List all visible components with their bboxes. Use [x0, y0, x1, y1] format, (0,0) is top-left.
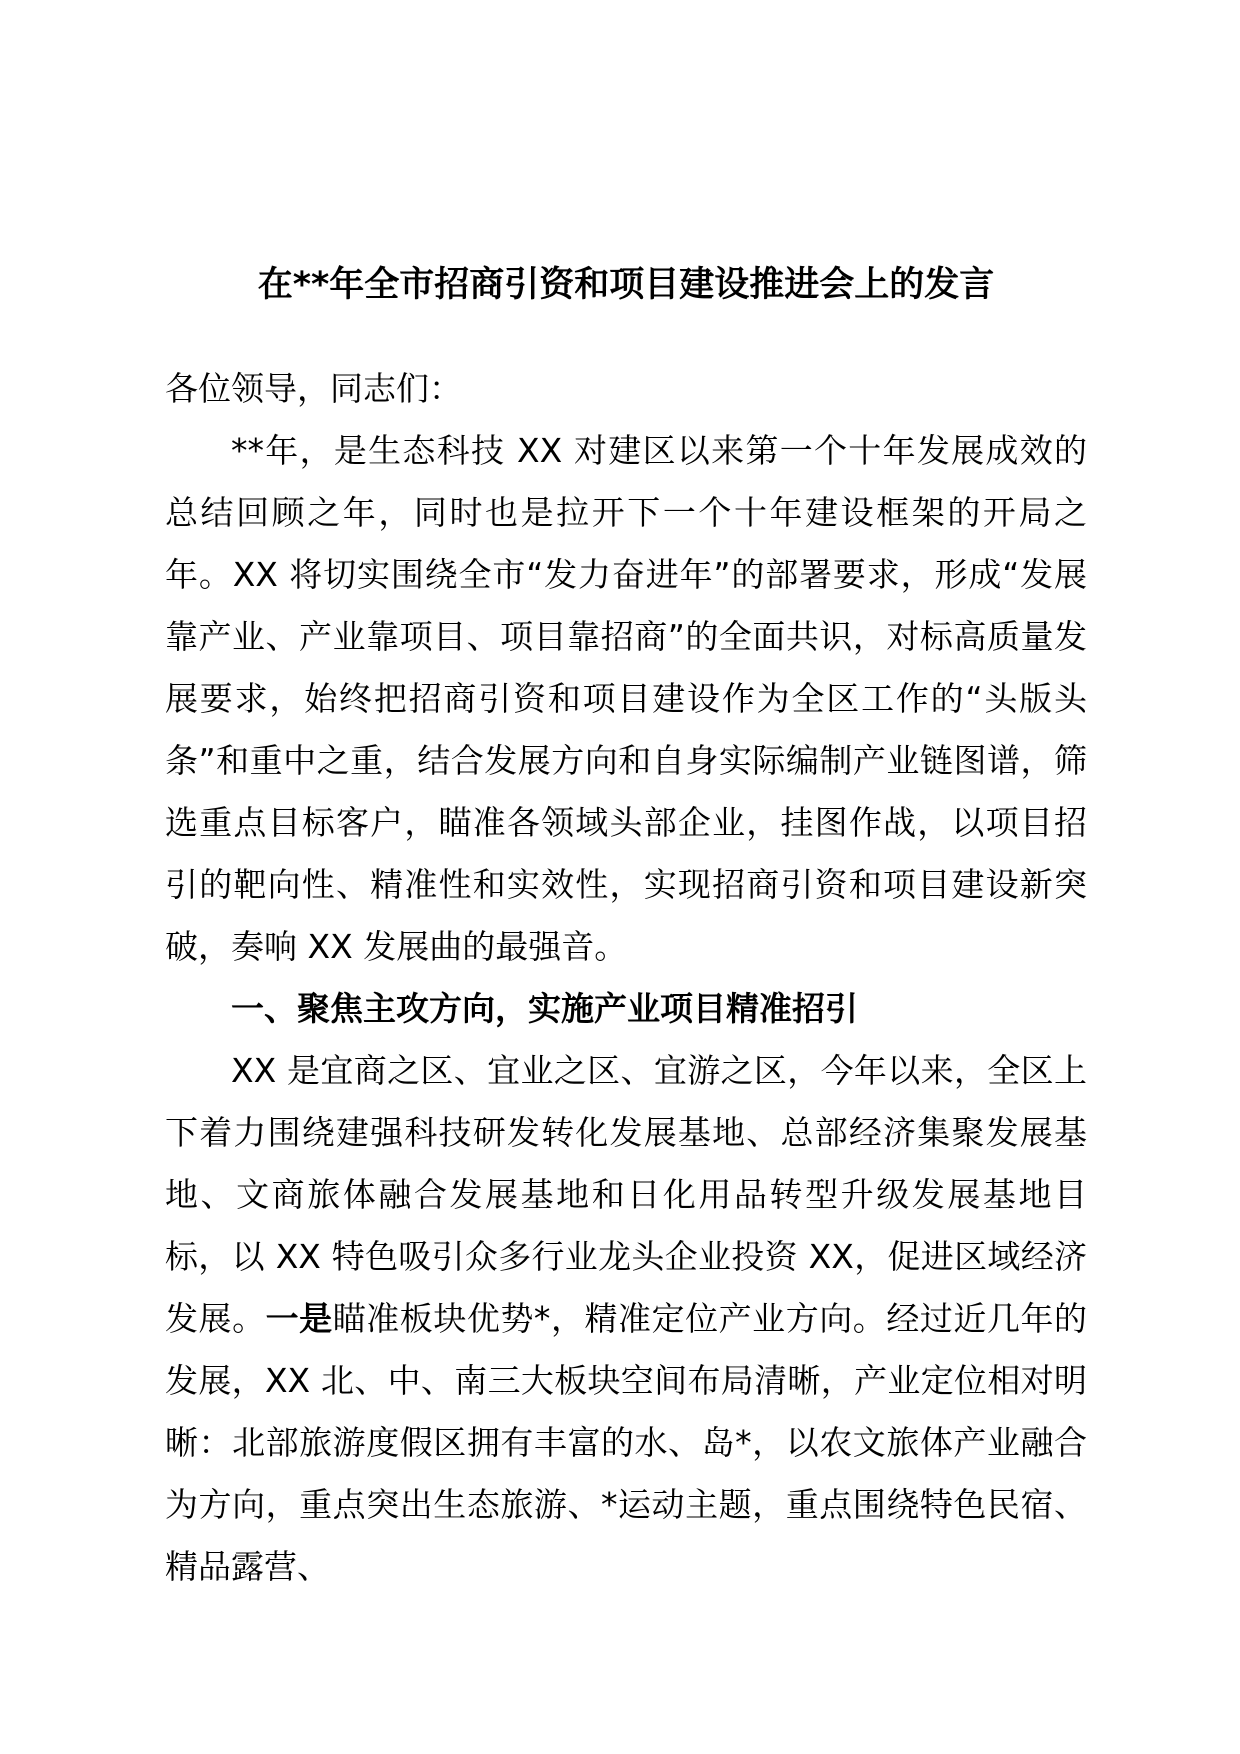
- section-1-body-text: 瞄准板块优势*，精准定位产业方向。经过近几年的发展，XX 北、中、南三大板块空间布局清晰，产业定位相对明晰：北部旅游度假区拥有丰富的水、岛*，以农文旅体产业融合为方向，重点突出生态旅游、*运动主题，重点围绕特色民宿、精品露营、: [165, 1299, 1088, 1586]
- section-1-bold-marker: 一是: [265, 1299, 333, 1338]
- opening-paragraph: **年，是生态科技 XX 对建区以来第一个十年发展成效的总结回顾之年，同时也是拉开下一个十年建设框架的开局之年。XX 将切实围绕全市“发力奋进年”的部署要求，形成“发展靠产业、产业靠项目、项目靠招商”的全面共识，对标高质量发展要求，始终把招商引资和项目建设作为全区工作的“头版头条”和重中之重，结合发展方向和自身实际编制产业链图谱，筛选重点目标客户，瞄准各领域头部企业，挂图作战，以项目招引的靶向性、精准性和实效性，实现招商引资和项目建设新突破，奏响 XX 发展曲的最强音。: [165, 431, 1087, 966]
- section-1-paragraph: [165, 1040, 1087, 1598]
- section-1-lead-text: XX 是宜商之区、宜业之区、宜游之区，今年以来，全区上下着力围绕建强科技研发转化发展基地、总部经济集聚发展基地、文商旅体融合发展基地和日化用品转型升级发展基地目标，以 XX 特色吸引众多行业龙头企业投资 XX，促进区域经济发展。: [165, 1051, 1087, 1338]
- document-title: 在**年全市招商引资和项目建设推进会上的发言: [257, 265, 995, 305]
- section-1-heading: 一、聚焦主攻方向，实施产业项目精准招引: [231, 989, 858, 1028]
- salutation-line: 各位领导，同志们：: [165, 369, 462, 408]
